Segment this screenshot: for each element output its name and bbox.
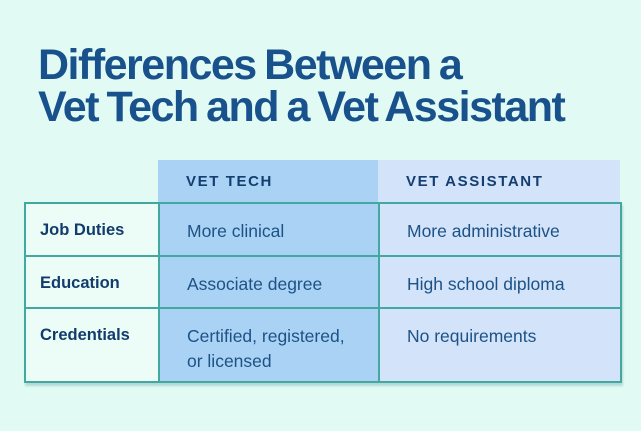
column-header-vet-assistant: VET ASSISTANT <box>378 160 620 202</box>
cell-credentials-vet-assistant: No requirements <box>378 307 620 381</box>
cell-credentials-vet-tech: Certified, registered, or licensed <box>158 307 378 381</box>
page-title-line-2: Vet Tech and a Vet Assistant <box>38 83 565 131</box>
comparison-table <box>24 160 622 383</box>
row-label-credentials: Credentials <box>26 307 158 381</box>
cell-job-duties-vet-tech: More clinical <box>158 204 378 255</box>
column-header-vet-tech: VET TECH <box>158 160 378 202</box>
cell-job-duties-vet-assistant: More administrative <box>378 204 620 255</box>
table-header-row <box>158 160 622 202</box>
row-label-job-duties: Job Duties <box>26 204 158 255</box>
page-title-line-1: Differences Between a <box>38 41 462 89</box>
table-body <box>24 202 622 383</box>
cell-education-vet-assistant: High school diploma <box>378 255 620 307</box>
page-title <box>38 41 565 131</box>
cell-education-vet-tech: Associate degree <box>158 255 378 307</box>
row-label-education: Education <box>26 255 158 307</box>
